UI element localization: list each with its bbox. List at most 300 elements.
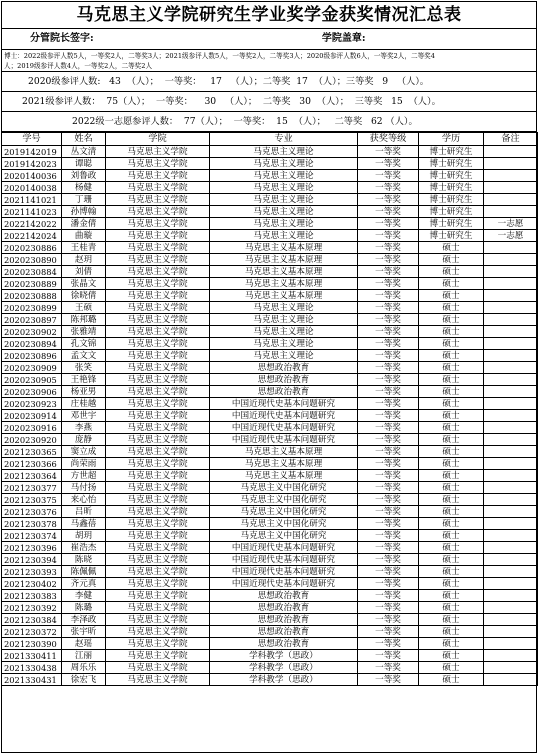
name-cell: 杨亚男	[62, 386, 106, 398]
name-cell: 胡玥	[62, 530, 106, 542]
award-level-cell: 一等奖	[358, 398, 419, 410]
student-id-cell: 2020230914	[2, 410, 62, 422]
remark-cell	[484, 278, 538, 290]
major-cell: 马克思主义理论	[210, 338, 358, 350]
header-award-level: 获奖等级	[358, 133, 419, 146]
student-id-cell: 2020230906	[2, 386, 62, 398]
name-cell: 丛文清	[62, 146, 106, 158]
award-level-cell: 一等奖	[358, 182, 419, 194]
college-cell: 马克思主义学院	[106, 542, 210, 554]
table-row	[2, 434, 538, 446]
award-level-cell: 一等奖	[358, 158, 419, 170]
degree-cell: 硕士	[419, 662, 484, 674]
major-cell: 马克思主义基本原理	[210, 254, 358, 266]
major-cell: 马克思主义中国化研究	[210, 530, 358, 542]
name-cell: 赵玥	[62, 254, 106, 266]
major-cell: 思想政治教育	[210, 626, 358, 638]
award-level-cell: 一等奖	[358, 590, 419, 602]
student-id-cell: 2020230884	[2, 266, 62, 278]
name-cell: 齐元真	[62, 578, 106, 590]
student-id-cell: 2021141021	[2, 194, 62, 206]
college-cell: 马克思主义学院	[106, 614, 210, 626]
college-cell: 马克思主义学院	[106, 446, 210, 458]
major-cell: 马克思主义基本原理	[210, 470, 358, 482]
name-cell: 王艳锋	[62, 374, 106, 386]
degree-cell: 硕士	[419, 278, 484, 290]
header-college: 学院	[106, 133, 210, 146]
student-id-cell: 2020230902	[2, 326, 62, 338]
award-level-cell: 一等奖	[358, 422, 419, 434]
award-level-cell: 一等奖	[358, 362, 419, 374]
college-cell: 马克思主义学院	[106, 182, 210, 194]
award-level-cell: 一等奖	[358, 206, 419, 218]
student-id-cell: 2020230888	[2, 290, 62, 302]
award-level-cell: 一等奖	[358, 278, 419, 290]
degree-cell: 硕士	[419, 566, 484, 578]
table-row	[2, 470, 538, 482]
degree-cell: 硕士	[419, 302, 484, 314]
student-id-cell: 2021330438	[2, 662, 62, 674]
student-id-cell: 2021230378	[2, 518, 62, 530]
award-level-cell: 一等奖	[358, 338, 419, 350]
remark-cell	[484, 326, 538, 338]
student-id-cell: 2020230897	[2, 314, 62, 326]
award-table	[1, 132, 538, 686]
award-level-cell: 一等奖	[358, 446, 419, 458]
header-major: 专业	[210, 133, 358, 146]
award-level-cell: 一等奖	[358, 314, 419, 326]
college-cell: 马克思主义学院	[106, 206, 210, 218]
award-level-cell: 一等奖	[358, 662, 419, 674]
degree-cell: 博士研究生	[419, 182, 484, 194]
college-cell: 马克思主义学院	[106, 662, 210, 674]
remark-cell	[484, 362, 538, 374]
award-level-cell: 一等奖	[358, 650, 419, 662]
table-row	[2, 278, 538, 290]
table-row	[2, 554, 538, 566]
college-cell: 马克思主义学院	[106, 578, 210, 590]
table-row	[2, 218, 538, 230]
remark-cell	[484, 458, 538, 470]
student-id-cell: 2020230889	[2, 278, 62, 290]
college-cell: 马克思主义学院	[106, 626, 210, 638]
major-cell: 马克思主义基本原理	[210, 290, 358, 302]
table-row	[2, 230, 538, 242]
degree-cell: 硕士	[419, 338, 484, 350]
major-cell: 马克思主义理论	[210, 326, 358, 338]
major-cell: 马克思主义基本原理	[210, 446, 358, 458]
name-cell: 张宇昕	[62, 626, 106, 638]
name-cell: 庞静	[62, 434, 106, 446]
name-cell: 庄桂越	[62, 398, 106, 410]
remark-cell	[484, 590, 538, 602]
name-cell: 崔浩杰	[62, 542, 106, 554]
student-id-cell: 2022142022	[2, 218, 62, 230]
student-id-cell: 2020230886	[2, 242, 62, 254]
remark-cell	[484, 470, 538, 482]
page-title: 马克思主义学院研究生学业奖学金获奖情况汇总表	[2, 2, 536, 29]
award-level-cell: 一等奖	[358, 494, 419, 506]
remark-cell	[484, 602, 538, 614]
stat-2022: 2022级一志愿参评人数： 77（人）； 一等奖： 15 （人）； 二等奖 62 （人）。	[2, 112, 536, 132]
award-level-cell: 一等奖	[358, 218, 419, 230]
remark-cell	[484, 374, 538, 386]
student-id-cell: 2021141023	[2, 206, 62, 218]
degree-cell: 硕士	[419, 482, 484, 494]
major-cell: 马克思主义中国化研究	[210, 506, 358, 518]
major-cell: 马克思主义中国化研究	[210, 518, 358, 530]
student-id-cell: 2020230896	[2, 350, 62, 362]
table-row	[2, 578, 538, 590]
degree-cell: 硕士	[419, 362, 484, 374]
signature-row	[2, 29, 536, 50]
degree-cell: 硕士	[419, 266, 484, 278]
major-cell: 马克思主义理论	[210, 314, 358, 326]
college-cell: 马克思主义学院	[106, 674, 210, 686]
award-level-cell: 一等奖	[358, 638, 419, 650]
quota-line: 人；2019级参评人数4人，一等奖2人，二等奖2人	[4, 61, 153, 70]
name-cell: 杨健	[62, 182, 106, 194]
name-cell: 王硕	[62, 302, 106, 314]
name-cell: 谭聪	[62, 158, 106, 170]
table-row	[2, 482, 538, 494]
award-level-cell: 一等奖	[358, 266, 419, 278]
doctoral-quota-note	[2, 50, 536, 72]
degree-cell: 硕士	[419, 578, 484, 590]
college-cell: 马克思主义学院	[106, 530, 210, 542]
award-level-cell: 一等奖	[358, 458, 419, 470]
award-level-cell: 一等奖	[358, 374, 419, 386]
name-cell: 张雅靖	[62, 326, 106, 338]
major-cell: 思想政治教育	[210, 638, 358, 650]
college-cell: 马克思主义学院	[106, 638, 210, 650]
remark-cell	[484, 578, 538, 590]
major-cell: 马克思主义理论	[210, 194, 358, 206]
name-cell: 邓世宇	[62, 410, 106, 422]
degree-cell: 硕士	[419, 422, 484, 434]
college-cell: 马克思主义学院	[106, 422, 210, 434]
quota-line: 博士：2022级参评人数5人，一等奖2人，二等奖3人；2021级参评人数5人，一等奖2人，二等奖3人；2020级参评人数6人，一等奖2人，二等奖4	[4, 52, 435, 60]
table-row	[2, 194, 538, 206]
name-cell: 来心怡	[62, 494, 106, 506]
name-cell: 马鑫蓓	[62, 518, 106, 530]
remark-cell	[484, 182, 538, 194]
award-level-cell: 一等奖	[358, 614, 419, 626]
table-row	[2, 614, 538, 626]
remark-cell	[484, 146, 538, 158]
header-student-id: 学号	[2, 133, 62, 146]
student-id-cell: 2021230372	[2, 626, 62, 638]
remark-cell: 一志愿	[484, 218, 538, 230]
degree-cell: 硕士	[419, 398, 484, 410]
degree-cell: 硕士	[419, 614, 484, 626]
table-row	[2, 182, 538, 194]
student-id-cell: 2020230905	[2, 374, 62, 386]
name-cell: 张晶文	[62, 278, 106, 290]
student-id-cell: 2019142019	[2, 146, 62, 158]
remark-cell	[484, 446, 538, 458]
major-cell: 中国近现代史基本问题研究	[210, 434, 358, 446]
major-cell: 马克思主义中国化研究	[210, 494, 358, 506]
major-cell: 马克思主义基本原理	[210, 266, 358, 278]
student-id-cell: 2019142023	[2, 158, 62, 170]
remark-cell	[484, 254, 538, 266]
degree-cell: 博士研究生	[419, 230, 484, 242]
table-row	[2, 650, 538, 662]
award-level-cell: 一等奖	[358, 530, 419, 542]
student-id-cell: 2021230374	[2, 530, 62, 542]
remark-cell	[484, 302, 538, 314]
name-cell: 尚荣雨	[62, 458, 106, 470]
stat-2021: 2021级参评人数： 75（人）； 一等奖： 30 （人）； 二等奖 30 （人）； 三等奖 15 （人）。	[2, 92, 536, 112]
remark-cell	[484, 542, 538, 554]
degree-cell: 博士研究生	[419, 158, 484, 170]
award-level-cell: 一等奖	[358, 350, 419, 362]
name-cell: 徐宏飞	[62, 674, 106, 686]
table-row	[2, 518, 538, 530]
major-cell: 马克思主义理论	[210, 182, 358, 194]
table-row	[2, 338, 538, 350]
table-row	[2, 350, 538, 362]
major-cell: 马克思主义理论	[210, 146, 358, 158]
college-cell: 马克思主义学院	[106, 398, 210, 410]
major-cell: 马克思主义理论	[210, 350, 358, 362]
table-row	[2, 146, 538, 158]
remark-cell	[484, 434, 538, 446]
award-level-cell: 一等奖	[358, 242, 419, 254]
table-row	[2, 398, 538, 410]
college-cell: 马克思主义学院	[106, 146, 210, 158]
degree-cell: 硕士	[419, 290, 484, 302]
name-cell: 李泽政	[62, 614, 106, 626]
major-cell: 马克思主义理论	[210, 230, 358, 242]
award-level-cell: 一等奖	[358, 302, 419, 314]
name-cell: 孔文锦	[62, 338, 106, 350]
student-id-cell: 2020140038	[2, 182, 62, 194]
remark-cell	[484, 662, 538, 674]
award-level-cell: 一等奖	[358, 578, 419, 590]
degree-cell: 硕士	[419, 374, 484, 386]
college-cell: 马克思主义学院	[106, 254, 210, 266]
student-id-cell: 2021230396	[2, 542, 62, 554]
degree-cell: 硕士	[419, 254, 484, 266]
degree-cell: 博士研究生	[419, 194, 484, 206]
student-id-cell: 2021330411	[2, 650, 62, 662]
student-id-cell: 2020230899	[2, 302, 62, 314]
major-cell: 中国近现代史基本问题研究	[210, 410, 358, 422]
major-cell: 思想政治教育	[210, 386, 358, 398]
name-cell: 王桂青	[62, 242, 106, 254]
table-row	[2, 422, 538, 434]
award-level-cell: 一等奖	[358, 410, 419, 422]
student-id-cell: 2021230383	[2, 590, 62, 602]
remark-cell	[484, 422, 538, 434]
award-level-cell: 一等奖	[358, 386, 419, 398]
table-row	[2, 362, 538, 374]
major-cell: 马克思主义理论	[210, 302, 358, 314]
college-cell: 马克思主义学院	[106, 278, 210, 290]
college-cell: 马克思主义学院	[106, 266, 210, 278]
name-cell: 赵瑶	[62, 638, 106, 650]
degree-cell: 硕士	[419, 590, 484, 602]
student-id-cell: 2021230393	[2, 566, 62, 578]
college-cell: 马克思主义学院	[106, 518, 210, 530]
name-cell: 孟文文	[62, 350, 106, 362]
header-remark: 备注	[484, 133, 538, 146]
name-cell: 曲璇	[62, 230, 106, 242]
college-cell: 马克思主义学院	[106, 326, 210, 338]
name-cell: 陈璐	[62, 602, 106, 614]
table-row	[2, 170, 538, 182]
major-cell: 马克思主义中国化研究	[210, 482, 358, 494]
table-row	[2, 530, 538, 542]
college-cell: 马克思主义学院	[106, 158, 210, 170]
college-cell: 马克思主义学院	[106, 650, 210, 662]
award-level-cell: 一等奖	[358, 602, 419, 614]
remark-cell	[484, 614, 538, 626]
student-id-cell: 2020230920	[2, 434, 62, 446]
award-level-cell: 一等奖	[358, 326, 419, 338]
remark-cell	[484, 194, 538, 206]
remark-cell: 一志愿	[484, 230, 538, 242]
table-row	[2, 662, 538, 674]
name-cell: 张笑	[62, 362, 106, 374]
degree-cell: 硕士	[419, 602, 484, 614]
student-id-cell: 2022142024	[2, 230, 62, 242]
table-body	[2, 146, 538, 686]
table-row	[2, 254, 538, 266]
table-row	[2, 626, 538, 638]
degree-cell: 硕士	[419, 446, 484, 458]
major-cell: 中国近现代史基本问题研究	[210, 566, 358, 578]
college-cell: 马克思主义学院	[106, 314, 210, 326]
student-id-cell: 2021230402	[2, 578, 62, 590]
college-cell: 马克思主义学院	[106, 350, 210, 362]
degree-cell: 硕士	[419, 242, 484, 254]
table-row	[2, 242, 538, 254]
degree-cell: 硕士	[419, 458, 484, 470]
major-cell: 学科教学（思政）	[210, 662, 358, 674]
remark-cell	[484, 350, 538, 362]
table-row	[2, 410, 538, 422]
major-cell: 中国近现代史基本问题研究	[210, 578, 358, 590]
student-id-cell: 2021230366	[2, 458, 62, 470]
table-row	[2, 458, 538, 470]
student-id-cell: 2021230384	[2, 614, 62, 626]
degree-cell: 硕士	[419, 350, 484, 362]
name-cell: 方世超	[62, 470, 106, 482]
major-cell: 马克思主义理论	[210, 218, 358, 230]
name-cell: 陈邦璐	[62, 314, 106, 326]
college-cell: 马克思主义学院	[106, 470, 210, 482]
major-cell: 马克思主义理论	[210, 158, 358, 170]
college-cell: 马克思主义学院	[106, 290, 210, 302]
table-header-row	[2, 133, 538, 146]
degree-cell: 硕士	[419, 542, 484, 554]
remark-cell	[484, 398, 538, 410]
remark-cell	[484, 566, 538, 578]
college-cell: 马克思主义学院	[106, 230, 210, 242]
award-level-cell: 一等奖	[358, 170, 419, 182]
major-cell: 学科教学（思政）	[210, 674, 358, 686]
award-level-cell: 一等奖	[358, 542, 419, 554]
header-name: 姓名	[62, 133, 106, 146]
table-row	[2, 494, 538, 506]
remark-cell	[484, 518, 538, 530]
table-row	[2, 206, 538, 218]
degree-cell: 硕士	[419, 314, 484, 326]
degree-cell: 硕士	[419, 386, 484, 398]
name-cell: 刘倩	[62, 266, 106, 278]
degree-cell: 硕士	[419, 470, 484, 482]
table-row	[2, 590, 538, 602]
name-cell: 江丽	[62, 650, 106, 662]
major-cell: 思想政治教育	[210, 590, 358, 602]
degree-cell: 硕士	[419, 554, 484, 566]
student-id-cell: 2020140036	[2, 170, 62, 182]
remark-cell	[484, 338, 538, 350]
student-id-cell: 2020230923	[2, 398, 62, 410]
award-level-cell: 一等奖	[358, 482, 419, 494]
major-cell: 思想政治教育	[210, 614, 358, 626]
student-id-cell: 2021230364	[2, 470, 62, 482]
award-summary-sheet	[1, 1, 537, 753]
name-cell: 孙博翰	[62, 206, 106, 218]
table-row	[2, 326, 538, 338]
remark-cell	[484, 290, 538, 302]
student-id-cell: 2021230365	[2, 446, 62, 458]
award-level-cell: 一等奖	[358, 290, 419, 302]
award-level-cell: 一等奖	[358, 518, 419, 530]
stat-2020: 2020级参评人数: 43 （人）； 一等奖： 17 （人）；二等奖 17 （人）；三等奖 9 （人）。	[2, 72, 536, 92]
table-row	[2, 506, 538, 518]
college-cell: 马克思主义学院	[106, 374, 210, 386]
remark-cell	[484, 674, 538, 686]
degree-cell: 硕士	[419, 506, 484, 518]
table-row	[2, 290, 538, 302]
remark-cell	[484, 314, 538, 326]
award-level-cell: 一等奖	[358, 254, 419, 266]
award-level-cell: 一等奖	[358, 146, 419, 158]
remark-cell	[484, 530, 538, 542]
table-row	[2, 266, 538, 278]
student-id-cell: 2021230392	[2, 602, 62, 614]
college-cell: 马克思主义学院	[106, 494, 210, 506]
name-cell: 李健	[62, 590, 106, 602]
major-cell: 马克思主义基本原理	[210, 278, 358, 290]
degree-cell: 博士研究生	[419, 170, 484, 182]
student-id-cell: 2021230390	[2, 638, 62, 650]
name-cell: 徐晓倩	[62, 290, 106, 302]
remark-cell	[484, 482, 538, 494]
remark-cell	[484, 506, 538, 518]
award-level-cell: 一等奖	[358, 194, 419, 206]
college-cell: 马克思主义学院	[106, 242, 210, 254]
table-row	[2, 602, 538, 614]
award-level-cell: 一等奖	[358, 554, 419, 566]
college-cell: 马克思主义学院	[106, 362, 210, 374]
award-level-cell: 一等奖	[358, 626, 419, 638]
major-cell: 马克思主义理论	[210, 170, 358, 182]
degree-cell: 博士研究生	[419, 206, 484, 218]
name-cell: 丁珊	[62, 194, 106, 206]
remark-cell	[484, 158, 538, 170]
major-cell: 马克思主义基本原理	[210, 458, 358, 470]
remark-cell	[484, 386, 538, 398]
student-id-cell: 2020230890	[2, 254, 62, 266]
college-cell: 马克思主义学院	[106, 218, 210, 230]
degree-cell: 硕士	[419, 434, 484, 446]
